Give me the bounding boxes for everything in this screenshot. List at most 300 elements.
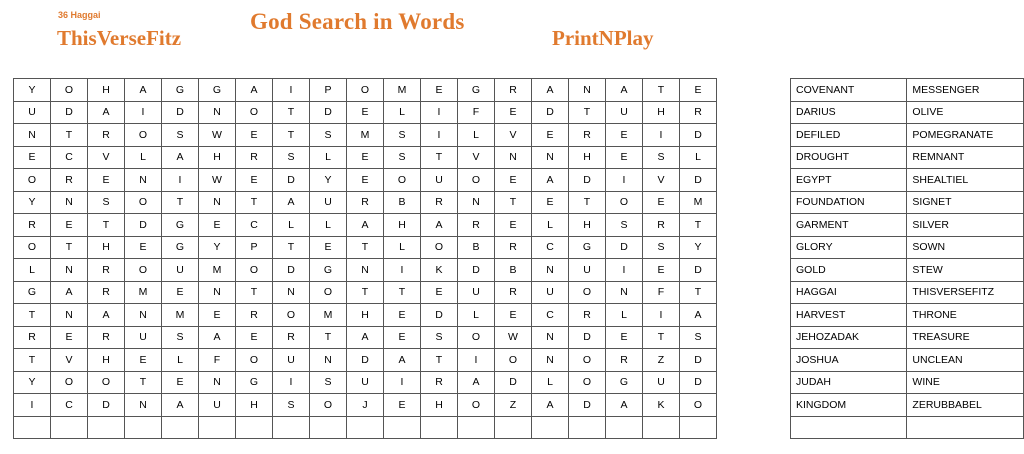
grid-cell bbox=[125, 416, 162, 439]
grid-cell: U bbox=[606, 101, 643, 124]
grid-cell: T bbox=[125, 371, 162, 394]
grid-cell: N bbox=[495, 146, 532, 169]
word-list-item: SILVER bbox=[907, 214, 1024, 237]
grid-cell: I bbox=[162, 169, 199, 192]
grid-row bbox=[14, 79, 717, 102]
word-list-row bbox=[791, 281, 1024, 304]
grid-cell: A bbox=[88, 101, 125, 124]
grid-row bbox=[14, 169, 717, 192]
grid-cell: U bbox=[162, 259, 199, 282]
word-list-item: EGYPT bbox=[791, 169, 907, 192]
grid-cell: L bbox=[606, 304, 643, 327]
grid-cell: D bbox=[162, 101, 199, 124]
grid-cell: G bbox=[162, 214, 199, 237]
grid-cell: A bbox=[162, 394, 199, 417]
grid-cell: I bbox=[384, 259, 421, 282]
grid-cell: N bbox=[14, 124, 51, 147]
grid-cell: W bbox=[199, 124, 236, 147]
grid-cell: H bbox=[384, 214, 421, 237]
grid-cell: M bbox=[199, 259, 236, 282]
grid-cell: E bbox=[421, 79, 458, 102]
grid-cell bbox=[384, 416, 421, 439]
grid-cell: S bbox=[273, 394, 310, 417]
grid-cell: R bbox=[347, 191, 384, 214]
grid-cell: E bbox=[421, 281, 458, 304]
word-list-item: DARIUS bbox=[791, 101, 907, 124]
grid-cell: S bbox=[384, 124, 421, 147]
grid-cell: N bbox=[125, 304, 162, 327]
grid-cell: R bbox=[680, 101, 717, 124]
grid-cell: A bbox=[606, 394, 643, 417]
word-list-item: GOLD bbox=[791, 259, 907, 282]
grid-cell: V bbox=[458, 146, 495, 169]
grid-cell: N bbox=[125, 394, 162, 417]
grid-cell: E bbox=[384, 304, 421, 327]
word-list-item: OLIVE bbox=[907, 101, 1024, 124]
grid-cell: E bbox=[51, 326, 88, 349]
grid-cell: O bbox=[384, 169, 421, 192]
grid-cell: N bbox=[199, 101, 236, 124]
grid-cell: Y bbox=[310, 169, 347, 192]
grid-cell: R bbox=[421, 371, 458, 394]
grid-cell: N bbox=[532, 326, 569, 349]
grid-cell: T bbox=[495, 191, 532, 214]
word-list-item: TREASURE bbox=[907, 326, 1024, 349]
grid-cell: R bbox=[236, 146, 273, 169]
grid-cell: G bbox=[14, 281, 51, 304]
grid-cell: E bbox=[236, 124, 273, 147]
grid-cell: A bbox=[421, 214, 458, 237]
grid-cell: O bbox=[569, 349, 606, 372]
grid-cell: D bbox=[273, 259, 310, 282]
grid-cell: N bbox=[606, 281, 643, 304]
grid-cell: M bbox=[162, 304, 199, 327]
grid-cell: L bbox=[162, 349, 199, 372]
grid-cell: A bbox=[606, 79, 643, 102]
grid-cell bbox=[199, 416, 236, 439]
word-list-item: WINE bbox=[907, 371, 1024, 394]
grid-cell: D bbox=[458, 259, 495, 282]
grid-cell: R bbox=[643, 214, 680, 237]
grid-cell: S bbox=[384, 146, 421, 169]
grid-cell: W bbox=[495, 326, 532, 349]
grid-cell: H bbox=[569, 146, 606, 169]
grid-cell: R bbox=[421, 191, 458, 214]
grid-cell: Y bbox=[14, 371, 51, 394]
grid-cell: R bbox=[569, 304, 606, 327]
grid-cell: A bbox=[458, 371, 495, 394]
grid-cell: V bbox=[643, 169, 680, 192]
grid-cell: T bbox=[236, 191, 273, 214]
brand-left: ThisVerseFitz bbox=[57, 26, 182, 50]
grid-cell: E bbox=[125, 349, 162, 372]
grid-cell: R bbox=[606, 349, 643, 372]
grid-cell bbox=[162, 416, 199, 439]
grid-cell: S bbox=[606, 214, 643, 237]
grid-cell: B bbox=[384, 191, 421, 214]
grid-row bbox=[14, 214, 717, 237]
grid-cell: H bbox=[88, 79, 125, 102]
grid-cell: O bbox=[273, 304, 310, 327]
grid-cell: G bbox=[162, 79, 199, 102]
grid-cell: L bbox=[310, 146, 347, 169]
grid-cell: Y bbox=[14, 191, 51, 214]
grid-cell: S bbox=[680, 326, 717, 349]
grid-cell: N bbox=[199, 191, 236, 214]
grid-cell: E bbox=[532, 124, 569, 147]
grid-cell: A bbox=[88, 304, 125, 327]
page-title: God Search in Words bbox=[250, 9, 465, 34]
grid-cell: A bbox=[51, 281, 88, 304]
word-list-item: UNCLEAN bbox=[907, 349, 1024, 372]
grid-cell: F bbox=[643, 281, 680, 304]
grid-cell: K bbox=[421, 259, 458, 282]
grid-cell: G bbox=[569, 236, 606, 259]
grid-cell bbox=[606, 416, 643, 439]
grid-cell: A bbox=[273, 191, 310, 214]
grid-cell: S bbox=[162, 326, 199, 349]
grid-cell: A bbox=[532, 169, 569, 192]
grid-cell: S bbox=[643, 236, 680, 259]
grid-cell bbox=[680, 416, 717, 439]
grid-cell: L bbox=[458, 124, 495, 147]
grid-cell: R bbox=[458, 214, 495, 237]
grid-cell: A bbox=[532, 394, 569, 417]
grid-cell: I bbox=[384, 371, 421, 394]
grid-cell: R bbox=[14, 326, 51, 349]
grid-cell: O bbox=[14, 169, 51, 192]
grid-cell: U bbox=[643, 371, 680, 394]
grid-cell: H bbox=[643, 101, 680, 124]
grid-cell: S bbox=[162, 124, 199, 147]
grid-cell: V bbox=[495, 124, 532, 147]
grid-row bbox=[14, 371, 717, 394]
grid-cell: O bbox=[458, 169, 495, 192]
word-list-row bbox=[791, 416, 1024, 439]
grid-cell: T bbox=[347, 281, 384, 304]
grid-cell: E bbox=[51, 214, 88, 237]
word-list-item: COVENANT bbox=[791, 79, 907, 102]
grid-cell: T bbox=[421, 146, 458, 169]
grid-cell: D bbox=[680, 124, 717, 147]
grid-cell: C bbox=[532, 236, 569, 259]
grid-cell: E bbox=[347, 146, 384, 169]
word-list-item: THRONE bbox=[907, 304, 1024, 327]
grid-cell: E bbox=[532, 191, 569, 214]
grid-cell: R bbox=[495, 236, 532, 259]
grid-cell: R bbox=[495, 281, 532, 304]
grid-cell: D bbox=[532, 101, 569, 124]
grid-cell: U bbox=[14, 101, 51, 124]
grid-cell: M bbox=[125, 281, 162, 304]
grid-cell: Y bbox=[14, 79, 51, 102]
grid-cell: S bbox=[310, 371, 347, 394]
grid-cell: I bbox=[14, 394, 51, 417]
grid-cell: T bbox=[347, 236, 384, 259]
word-list-item: FOUNDATION bbox=[791, 191, 907, 214]
grid-cell: D bbox=[347, 349, 384, 372]
grid-cell: S bbox=[643, 146, 680, 169]
grid-cell: B bbox=[495, 259, 532, 282]
grid-cell: E bbox=[606, 146, 643, 169]
grid-row bbox=[14, 326, 717, 349]
grid-cell: V bbox=[51, 349, 88, 372]
grid-cell: Z bbox=[643, 349, 680, 372]
grid-cell: D bbox=[273, 169, 310, 192]
grid-cell: T bbox=[680, 281, 717, 304]
grid-row bbox=[14, 124, 717, 147]
grid-cell: T bbox=[643, 79, 680, 102]
grid-cell: A bbox=[199, 326, 236, 349]
grid-row bbox=[14, 304, 717, 327]
brand-right: PrintNPlay bbox=[552, 26, 654, 50]
grid-cell: N bbox=[532, 259, 569, 282]
grid-cell: D bbox=[680, 259, 717, 282]
grid-cell: L bbox=[532, 371, 569, 394]
grid-cell: S bbox=[273, 146, 310, 169]
grid-cell: A bbox=[347, 214, 384, 237]
grid-cell: E bbox=[643, 259, 680, 282]
grid-cell: T bbox=[162, 191, 199, 214]
word-list bbox=[790, 78, 1024, 439]
grid-cell: O bbox=[14, 236, 51, 259]
word-list-item: HAGGAI bbox=[791, 281, 907, 304]
grid-cell: O bbox=[495, 349, 532, 372]
grid-cell: E bbox=[14, 146, 51, 169]
grid-cell: R bbox=[88, 124, 125, 147]
grid-cell: I bbox=[606, 169, 643, 192]
grid-cell: O bbox=[458, 326, 495, 349]
grid-cell: O bbox=[51, 371, 88, 394]
grid-cell: N bbox=[273, 281, 310, 304]
grid-cell: T bbox=[384, 281, 421, 304]
grid-cell: E bbox=[680, 79, 717, 102]
word-list-item: ZERUBBABEL bbox=[907, 394, 1024, 417]
grid-cell: M bbox=[310, 304, 347, 327]
grid-cell: O bbox=[125, 124, 162, 147]
grid-cell: B bbox=[458, 236, 495, 259]
grid-cell: D bbox=[680, 349, 717, 372]
grid-cell: E bbox=[236, 326, 273, 349]
grid-cell: E bbox=[384, 326, 421, 349]
word-list-item bbox=[791, 416, 907, 439]
grid-cell: T bbox=[310, 326, 347, 349]
grid-cell bbox=[495, 416, 532, 439]
grid-cell: L bbox=[384, 101, 421, 124]
grid-cell: O bbox=[569, 371, 606, 394]
grid-cell: I bbox=[125, 101, 162, 124]
grid-cell: I bbox=[643, 124, 680, 147]
grid-cell: G bbox=[310, 259, 347, 282]
grid-cell: U bbox=[532, 281, 569, 304]
word-list-item: JOSHUA bbox=[791, 349, 907, 372]
grid-cell: S bbox=[310, 124, 347, 147]
grid-cell: O bbox=[421, 236, 458, 259]
grid-cell: D bbox=[606, 236, 643, 259]
grid-cell: H bbox=[421, 394, 458, 417]
word-list-item: DEFILED bbox=[791, 124, 907, 147]
grid-cell: E bbox=[162, 371, 199, 394]
grid-cell: A bbox=[680, 304, 717, 327]
grid-cell: U bbox=[347, 371, 384, 394]
grid-cell: N bbox=[51, 259, 88, 282]
grid-cell: G bbox=[458, 79, 495, 102]
grid-row bbox=[14, 146, 717, 169]
grid-cell: O bbox=[51, 79, 88, 102]
grid-cell: E bbox=[606, 326, 643, 349]
grid-cell bbox=[310, 416, 347, 439]
grid-cell: E bbox=[495, 169, 532, 192]
grid-cell bbox=[458, 416, 495, 439]
grid-cell: N bbox=[532, 349, 569, 372]
grid-cell: Z bbox=[495, 394, 532, 417]
grid-cell: E bbox=[606, 124, 643, 147]
grid-cell: E bbox=[384, 394, 421, 417]
grid-cell: O bbox=[310, 281, 347, 304]
grid-cell: F bbox=[458, 101, 495, 124]
grid-cell: Y bbox=[199, 236, 236, 259]
grid-row bbox=[14, 259, 717, 282]
grid-cell: P bbox=[310, 79, 347, 102]
grid-cell: T bbox=[236, 281, 273, 304]
grid-cell: G bbox=[199, 79, 236, 102]
word-list-row bbox=[791, 394, 1024, 417]
grid-cell: D bbox=[310, 101, 347, 124]
grid-cell: N bbox=[532, 146, 569, 169]
grid-cell: T bbox=[273, 124, 310, 147]
grid-cell: P bbox=[236, 236, 273, 259]
grid-cell: N bbox=[569, 79, 606, 102]
grid-cell: A bbox=[532, 79, 569, 102]
grid-cell: R bbox=[88, 259, 125, 282]
grid-cell: M bbox=[347, 124, 384, 147]
grid-cell: R bbox=[88, 326, 125, 349]
word-list-item: GLORY bbox=[791, 236, 907, 259]
grid-cell: L bbox=[680, 146, 717, 169]
grid-cell: R bbox=[569, 124, 606, 147]
grid-cell: O bbox=[88, 371, 125, 394]
grid-row bbox=[14, 394, 717, 417]
grid-cell: K bbox=[643, 394, 680, 417]
word-list-row bbox=[791, 214, 1024, 237]
grid-cell: U bbox=[458, 281, 495, 304]
grid-cell: N bbox=[199, 281, 236, 304]
grid-cell: N bbox=[458, 191, 495, 214]
word-list-row bbox=[791, 259, 1024, 282]
grid-cell: I bbox=[643, 304, 680, 327]
grid-cell: S bbox=[88, 191, 125, 214]
word-list-row bbox=[791, 304, 1024, 327]
grid-cell: C bbox=[51, 394, 88, 417]
grid-cell: T bbox=[421, 349, 458, 372]
grid-cell: D bbox=[569, 326, 606, 349]
grid-cell: N bbox=[347, 259, 384, 282]
grid-cell: M bbox=[384, 79, 421, 102]
grid-cell: O bbox=[125, 259, 162, 282]
word-list-row bbox=[791, 79, 1024, 102]
grid-cell: U bbox=[569, 259, 606, 282]
grid-cell: O bbox=[236, 101, 273, 124]
word-list-item: REMNANT bbox=[907, 146, 1024, 169]
grid-cell: E bbox=[199, 214, 236, 237]
grid-row bbox=[14, 349, 717, 372]
grid-cell: M bbox=[680, 191, 717, 214]
grid-cell: L bbox=[125, 146, 162, 169]
grid-cell: L bbox=[14, 259, 51, 282]
grid-cell: H bbox=[88, 349, 125, 372]
grid-cell: H bbox=[569, 214, 606, 237]
word-list-item: KINGDOM bbox=[791, 394, 907, 417]
grid-cell: D bbox=[569, 169, 606, 192]
grid-cell: L bbox=[310, 214, 347, 237]
grid-cell: T bbox=[569, 191, 606, 214]
word-list-item: SOWN bbox=[907, 236, 1024, 259]
word-list-row bbox=[791, 326, 1024, 349]
grid-cell: H bbox=[88, 236, 125, 259]
grid-cell: W bbox=[199, 169, 236, 192]
grid-cell: E bbox=[495, 214, 532, 237]
word-list-row bbox=[791, 371, 1024, 394]
grid-cell bbox=[569, 416, 606, 439]
grid-row bbox=[14, 191, 717, 214]
grid-cell: D bbox=[680, 169, 717, 192]
grid-cell: N bbox=[125, 169, 162, 192]
grid-cell: C bbox=[532, 304, 569, 327]
grid-cell: D bbox=[51, 101, 88, 124]
grid-cell: E bbox=[88, 169, 125, 192]
grid-row bbox=[14, 416, 717, 439]
letter-grid bbox=[13, 78, 717, 439]
grid-cell: A bbox=[384, 349, 421, 372]
grid-cell: O bbox=[680, 394, 717, 417]
grid-cell: H bbox=[199, 146, 236, 169]
grid-cell bbox=[273, 416, 310, 439]
grid-cell: T bbox=[51, 236, 88, 259]
grid-cell: R bbox=[495, 79, 532, 102]
grid-cell bbox=[643, 416, 680, 439]
grid-cell: R bbox=[236, 304, 273, 327]
grid-cell: E bbox=[347, 101, 384, 124]
grid-cell: L bbox=[532, 214, 569, 237]
word-list-item: POMEGRANATE bbox=[907, 124, 1024, 147]
grid-cell: T bbox=[88, 214, 125, 237]
grid-cell bbox=[14, 416, 51, 439]
grid-cell: N bbox=[310, 349, 347, 372]
grid-cell: G bbox=[236, 371, 273, 394]
grid-cell: U bbox=[421, 169, 458, 192]
grid-cell: F bbox=[199, 349, 236, 372]
grid-cell: R bbox=[51, 169, 88, 192]
grid-cell: D bbox=[88, 394, 125, 417]
puzzle-number: 36 Haggai bbox=[58, 10, 101, 20]
grid-cell: T bbox=[643, 326, 680, 349]
grid-cell: T bbox=[14, 349, 51, 372]
word-list-row bbox=[791, 236, 1024, 259]
grid-cell: D bbox=[125, 214, 162, 237]
word-list-item: DROUGHT bbox=[791, 146, 907, 169]
grid-cell: S bbox=[421, 326, 458, 349]
grid-cell: L bbox=[384, 236, 421, 259]
grid-cell: I bbox=[421, 124, 458, 147]
grid-cell: I bbox=[421, 101, 458, 124]
grid-cell: N bbox=[199, 371, 236, 394]
grid-cell bbox=[51, 416, 88, 439]
grid-cell: I bbox=[273, 79, 310, 102]
grid-cell: O bbox=[569, 281, 606, 304]
grid-cell: E bbox=[162, 281, 199, 304]
grid-cell: G bbox=[162, 236, 199, 259]
grid-cell: H bbox=[347, 304, 384, 327]
